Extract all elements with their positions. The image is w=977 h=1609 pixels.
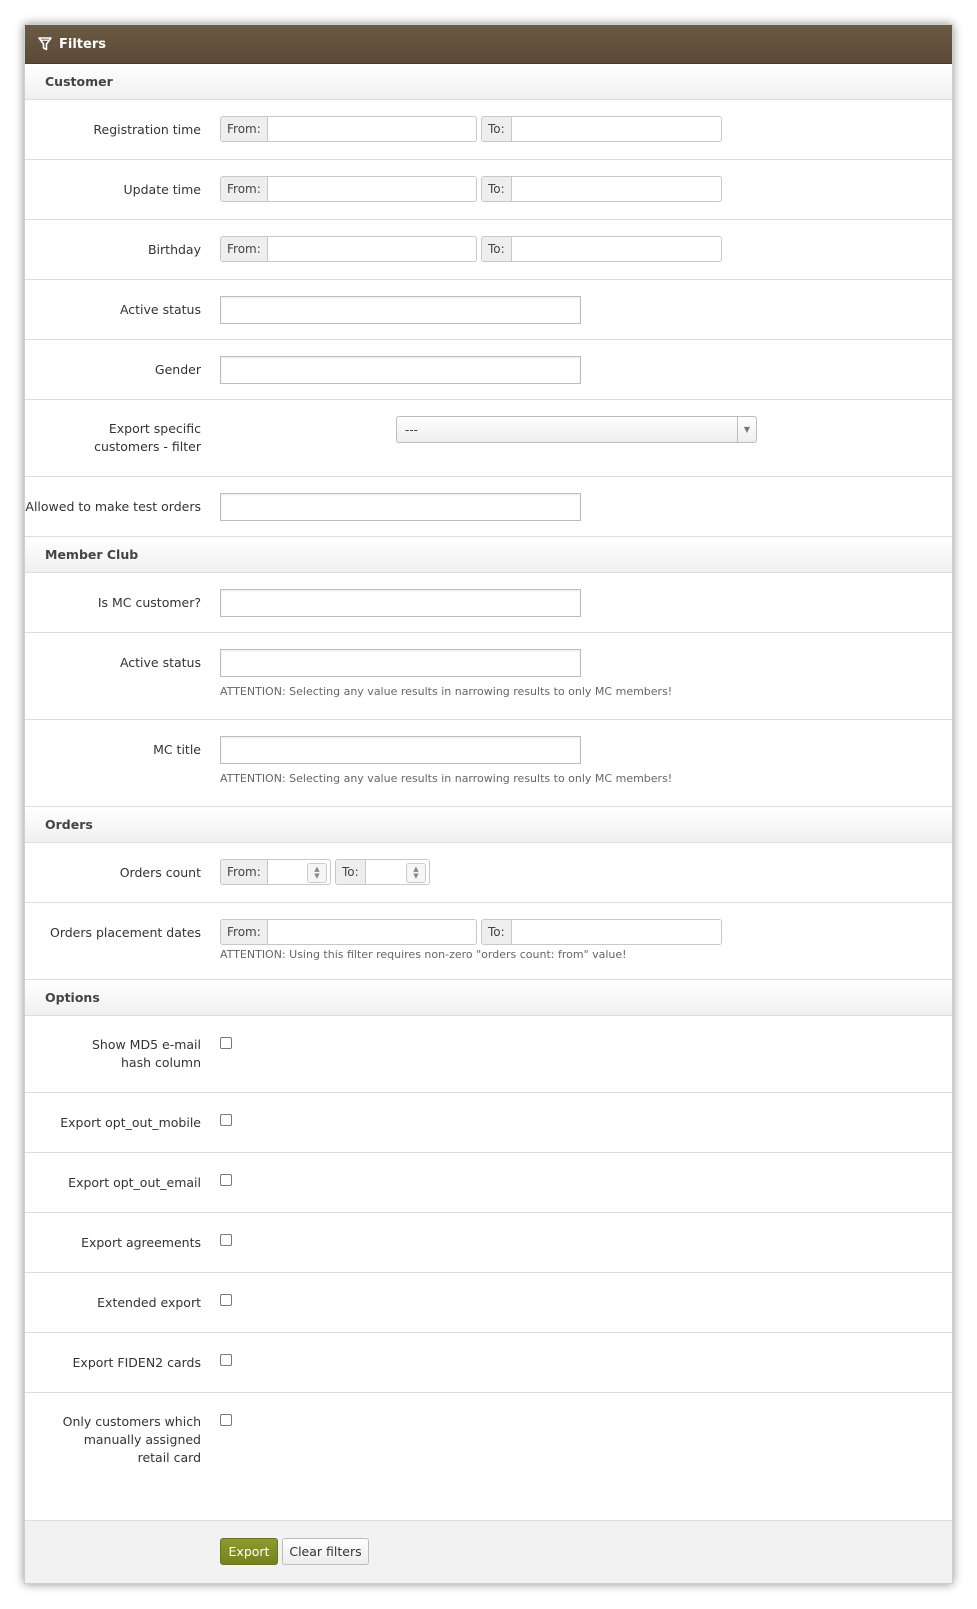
clear-filters-button[interactable]: Clear filters [282, 1538, 369, 1565]
birthday-to-field[interactable]: To: [481, 236, 722, 262]
opt-out-email-checkbox[interactable] [220, 1174, 232, 1186]
spinner-icon[interactable]: ▲ ▼ [307, 863, 327, 883]
row-is-mc-customer [25, 573, 952, 633]
orders-count-from-field[interactable]: From: ▲ ▼ [220, 859, 331, 885]
panel-header [25, 25, 952, 64]
update-from-field[interactable]: From: [220, 176, 477, 202]
row-md5-hash [25, 1016, 952, 1093]
agreements-checkbox[interactable] [220, 1234, 232, 1246]
row-placement-dates [25, 903, 952, 980]
chevron-down-icon: ▼ [737, 417, 756, 442]
section-customer: Customer [25, 64, 952, 100]
opt-out-mobile-checkbox[interactable] [220, 1114, 232, 1126]
label-mc-title: MC title [153, 742, 201, 757]
row-agreements [25, 1213, 952, 1273]
row-extended-export [25, 1273, 952, 1333]
label-fiden2: Export FIDEN2 cards [72, 1355, 201, 1370]
export-specific-value: --- [405, 422, 418, 437]
row-mc-title [25, 720, 952, 807]
row-opt-out-email [25, 1153, 952, 1213]
label-registration-time: Registration time [93, 122, 201, 137]
extended-export-checkbox[interactable] [220, 1294, 232, 1306]
mc-active-status-control [220, 649, 672, 698]
label-md5-hash: Show MD5 e-mail hash column [91, 1037, 201, 1070]
row-active-status [25, 280, 952, 340]
is-mc-customer-input[interactable] [220, 589, 581, 617]
md5-hash-checkbox[interactable] [220, 1037, 232, 1049]
row-fiden2 [25, 1333, 952, 1393]
filter-icon [37, 36, 53, 52]
manual-retail-checkbox[interactable] [220, 1414, 232, 1426]
row-birthday [25, 220, 952, 280]
label-manual-retail: Only customers which manually assigned retail card [62, 1414, 201, 1465]
label-allowed-test-orders: Allowed to make test orders [25, 499, 201, 514]
label-export-specific: Export specific customers - filter [94, 421, 201, 454]
mc-title-control [220, 736, 672, 785]
row-gender [25, 340, 952, 400]
label-orders-count: Orders count [119, 865, 201, 880]
export-button[interactable]: Export [220, 1538, 278, 1565]
spinner-icon[interactable]: ▲ ▼ [406, 863, 426, 883]
mc-active-status-note: ATTENTION: Selecting any value results in narrowing results to only MC members! [220, 685, 673, 698]
form-footer [25, 1520, 952, 1583]
orders-count-to-field[interactable]: To: ▲ ▼ [335, 859, 430, 885]
registration-time-range [220, 116, 726, 142]
label-mc-active-status: Active status [119, 655, 201, 670]
mc-title-note: ATTENTION: Selecting any value results in narrowing results to only MC members! [220, 772, 673, 785]
section-options: Options [25, 980, 952, 1016]
gender-input[interactable] [220, 356, 581, 384]
label-birthday: Birthday [147, 242, 201, 257]
label-placement-dates: Orders placement dates [49, 925, 201, 940]
placement-dates-control [220, 919, 726, 961]
active-status-input[interactable] [220, 296, 581, 324]
orders-count-range [220, 859, 434, 885]
birthday-from-field[interactable]: From: [220, 236, 477, 262]
label-update-time: Update time [123, 182, 201, 197]
filters-panel [24, 24, 953, 1584]
fiden2-checkbox[interactable] [220, 1354, 232, 1366]
mc-active-status-input[interactable] [220, 649, 581, 677]
panel-title: Filters [59, 36, 106, 52]
row-mc-active-status [25, 633, 952, 720]
row-allowed-test-orders [25, 477, 952, 537]
placement-note: ATTENTION: Using this filter requires non-zero "orders count: from" value! [220, 948, 627, 961]
row-opt-out-mobile [25, 1093, 952, 1153]
row-orders-count [25, 843, 952, 903]
label-gender: Gender [154, 362, 201, 377]
section-orders: Orders [25, 807, 952, 843]
row-update-time [25, 160, 952, 220]
label-extended-export: Extended export [97, 1295, 201, 1310]
export-specific-select[interactable] [396, 416, 757, 443]
label-is-mc-customer: Is MC customer? [97, 595, 201, 610]
update-to-field[interactable]: To: [481, 176, 722, 202]
birthday-range [220, 236, 726, 262]
row-registration-time [25, 100, 952, 160]
section-member-club: Member Club [25, 537, 952, 573]
row-manual-retail [25, 1393, 952, 1488]
row-export-specific [25, 400, 952, 477]
placement-to-field[interactable]: To: [481, 919, 722, 945]
mc-title-input[interactable] [220, 736, 581, 764]
label-opt-out-email: Export opt_out_email [68, 1175, 201, 1190]
allowed-test-orders-input[interactable] [220, 493, 581, 521]
label-active-status: Active status [119, 302, 201, 317]
registration-from-field[interactable]: From: [220, 116, 477, 142]
update-time-range [220, 176, 726, 202]
placement-from-field[interactable]: From: [220, 919, 477, 945]
label-opt-out-mobile: Export opt_out_mobile [60, 1115, 201, 1130]
registration-to-field[interactable]: To: [481, 116, 722, 142]
label-agreements: Export agreements [81, 1235, 201, 1250]
